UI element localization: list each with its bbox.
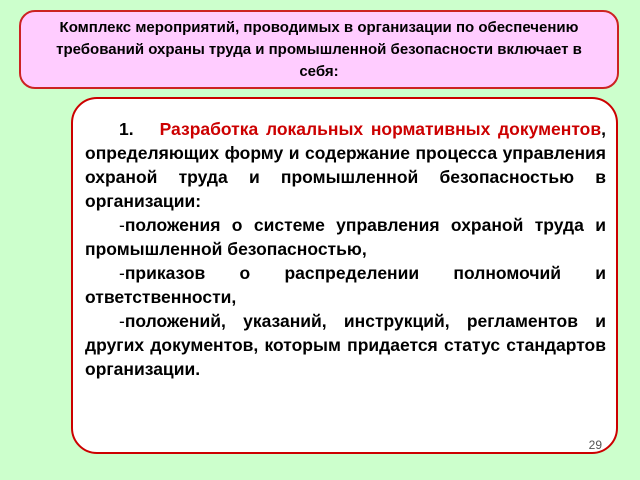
bullet-text: положений, указаний, инструкций, регламентов и других документов, которым придается статус стандартов организации. <box>85 311 606 379</box>
bullet-text: приказов о распределении полномочий и ответственности, <box>85 263 606 307</box>
item-1-text: , определяющих форму и содержание процесса управления охраной труда и промышленной безопасностью в организации: <box>85 119 606 211</box>
page-number: 29 <box>588 438 602 452</box>
bullet-item <box>85 213 606 261</box>
bullet-text: положения о системе управления охраной труда и промышленной безопасностью, <box>85 215 606 259</box>
header-title: Комплекс мероприятий, проводимых в организации по обеспечению требований охраны труда и промышленной безопасности включает в себя: <box>56 18 582 80</box>
item-1-number: 1. <box>119 119 134 139</box>
content-box <box>71 97 618 454</box>
bullet-marker: - <box>119 263 125 283</box>
bullet-marker: - <box>119 311 125 331</box>
bullet-item <box>85 309 606 381</box>
item-1-highlight: Разработка локальных нормативных документов <box>159 119 602 139</box>
bullet-item <box>85 261 606 309</box>
item-1 <box>85 117 606 213</box>
bullet-marker: - <box>119 215 125 235</box>
header-box <box>19 10 619 89</box>
